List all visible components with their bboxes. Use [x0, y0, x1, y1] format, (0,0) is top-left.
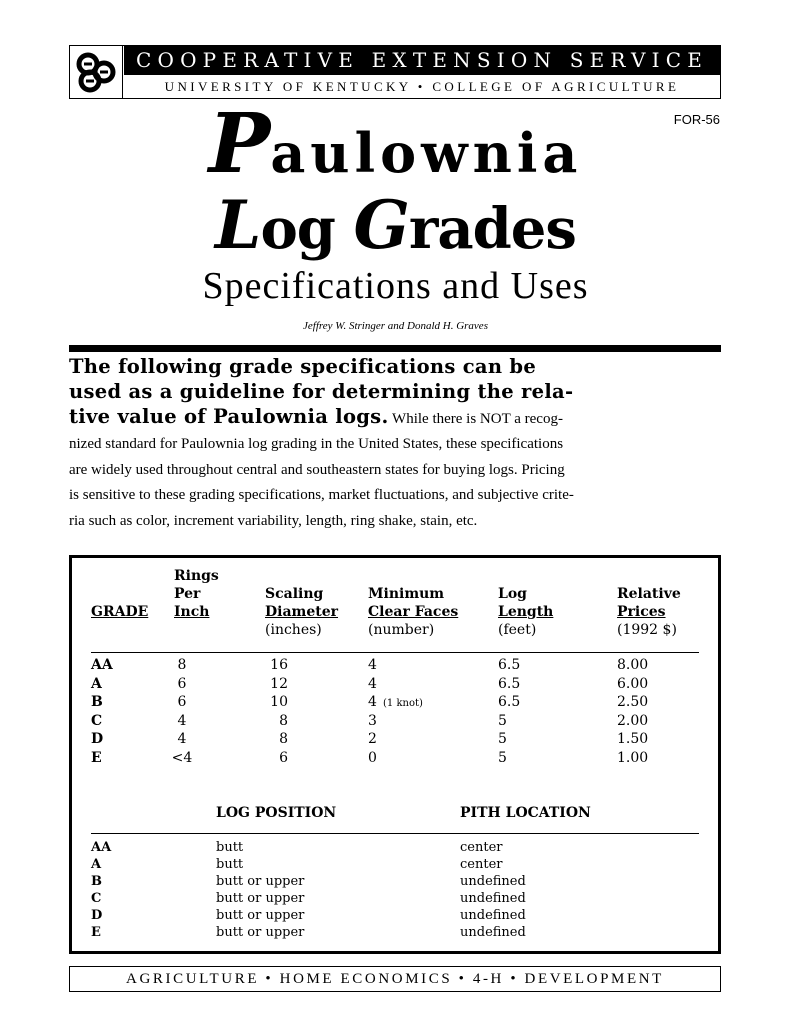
header-rings-2: Per — [174, 586, 201, 602]
table2-cell-position: butt or upper — [216, 874, 305, 889]
table2-cell-position: butt — [216, 840, 244, 855]
table-cell-rings: 6 — [177, 675, 187, 692]
body-line-5: ria such as color, increment variability, length, ring shake, stain, etc. — [69, 512, 478, 529]
publication-number: FOR-56 — [673, 112, 720, 127]
header-pith-location: PITH LOCATION — [460, 805, 591, 821]
title-initial-p: P — [208, 96, 271, 192]
header-scaling-3: (inches) — [265, 622, 322, 638]
header-log-position: LOG POSITION — [216, 805, 337, 821]
header-prices-2: Prices — [617, 604, 666, 620]
header-scaling-1: Scaling — [265, 586, 324, 602]
header-length-2: Length — [498, 604, 554, 620]
title-initial-l: L — [215, 186, 261, 264]
table-cell-diameter: 16 — [270, 657, 288, 673]
section-rule — [69, 345, 721, 352]
table-row-grade: AA — [91, 657, 113, 673]
table-cell-length: 5 — [498, 712, 507, 729]
table-cell-length: 6.5 — [498, 657, 521, 673]
table2-cell-position: butt or upper — [216, 891, 305, 906]
table-row-grade: D — [91, 731, 104, 748]
table-cell-rings: 4 — [177, 712, 187, 729]
table-cell-faces-note: (1 knot) — [383, 698, 423, 710]
table-row-grade: A — [91, 675, 102, 692]
header-length-1: Log — [498, 586, 527, 602]
organization-name: COOPERATIVE EXTENSION SERVICE — [124, 46, 720, 75]
title-word-og: og — [260, 196, 354, 262]
table-cell-diameter: 8 — [279, 712, 288, 729]
table2-row-grade: B — [91, 874, 102, 889]
authors: Jeffrey W. Stringer and Donald H. Graves — [303, 320, 488, 332]
header-clear-1: Minimum — [368, 586, 445, 602]
header-length-3: (feet) — [498, 622, 537, 638]
table2-row-grade: E — [91, 925, 101, 940]
table-cell-rings: 8 — [177, 657, 187, 673]
table-cell-price: 6.00 — [617, 675, 649, 692]
body-line-4: is sensitive to these grading specifications, market fluctuations, and subjective crite- — [69, 487, 574, 503]
grade-table — [69, 555, 721, 954]
table-cell-price: 2.00 — [617, 712, 649, 729]
intro-paragraph — [69, 354, 721, 534]
header-clear-3: (number) — [368, 622, 435, 638]
table-cell-length: 6.5 — [498, 675, 521, 692]
header-prices-3: (1992 $) — [617, 622, 677, 638]
header-clear-2: Clear Faces — [368, 604, 459, 620]
title-word-rades: rades — [408, 196, 576, 262]
table-cell-length: 5 — [498, 750, 507, 766]
table-cell-price: 8.00 — [617, 657, 649, 673]
table2-row-grade: A — [91, 857, 102, 872]
table-row-grade: C — [91, 712, 103, 729]
lead-line-3: tive value of Paulownia logs. — [69, 405, 389, 428]
table-cell-faces: 4 — [368, 657, 377, 673]
table2-cell-position: butt or upper — [216, 908, 305, 923]
table2-cell-pith: center — [460, 840, 503, 855]
table-cell-diameter: 8 — [279, 731, 288, 748]
ces-logo-icon — [70, 46, 123, 98]
footer-programs: AGRICULTURE • HOME ECONOMICS • 4-H • DEVELOPMENT — [69, 966, 721, 992]
lead-line-1: The following grade specifications can be — [69, 355, 537, 378]
table-cell-rings: 6 — [177, 694, 187, 711]
mixed-line — [69, 404, 721, 432]
body-line-1: While there is NOT a recog- — [388, 411, 563, 427]
affiliation-line: UNIVERSITY OF KENTUCKY • COLLEGE OF AGRICULTURE — [164, 79, 680, 94]
header-scaling-2: Diameter — [265, 604, 339, 620]
table2-cell-position: butt or upper — [216, 925, 305, 940]
table-cell-price: 1.50 — [617, 731, 649, 748]
table-cell-diameter: 6 — [279, 750, 288, 766]
table-cell-diameter: 10 — [270, 694, 288, 711]
header-rings-1: Rings — [174, 568, 219, 584]
title-word-rest: aulownia — [270, 121, 583, 185]
table-cell-rings: <4 — [171, 750, 193, 766]
table2-row-grade: D — [91, 908, 103, 923]
header-grade: GRADE — [91, 604, 149, 620]
table-cell-faces: 2 — [368, 731, 377, 748]
table2-row-grade: C — [91, 891, 102, 906]
table2-cell-pith: undefined — [460, 874, 526, 889]
title-line-1 — [0, 96, 791, 193]
body-line-3: are widely used throughout central and southeastern states for buying logs. Pricing — [69, 461, 565, 478]
table-cell-diameter: 12 — [270, 675, 288, 692]
table1-divider — [91, 652, 699, 653]
table2-cell-pith: undefined — [460, 891, 526, 906]
subtitle: Specifications and Uses — [202, 265, 589, 307]
table-cell-length: 5 — [498, 731, 507, 748]
table2-cell-pith: undefined — [460, 908, 526, 923]
title-line-2 — [0, 186, 791, 268]
table-cell-faces: 0 — [368, 750, 377, 766]
table-cell-faces: 3 — [368, 712, 377, 729]
table-cell-price: 2.50 — [617, 694, 649, 711]
header-prices-1: Relative — [617, 586, 681, 602]
table-cell-faces: 4 — [368, 675, 377, 692]
table2-cell-position: butt — [216, 857, 244, 872]
table-cell-rings: 4 — [177, 731, 187, 748]
header-rings-3: Inch — [174, 604, 210, 620]
extension-header — [69, 45, 721, 99]
table2-cell-pith: undefined — [460, 925, 526, 940]
body-line-2: nized standard for Paulownia log grading in the United States, these specifications — [69, 436, 564, 452]
table-cell-price: 1.00 — [617, 750, 649, 766]
table2-cell-pith: center — [460, 857, 503, 872]
table-row-grade: B — [91, 694, 103, 711]
title-initial-g: G — [353, 186, 409, 264]
lead-line-2: used as a guideline for determining the rela- — [69, 380, 574, 403]
table2-row-grade: AA — [91, 840, 112, 855]
table-cell-length: 6.5 — [498, 694, 521, 711]
table2-divider — [91, 833, 699, 834]
table-cell-faces: 4 — [368, 694, 377, 711]
table-row-grade: E — [91, 750, 102, 766]
